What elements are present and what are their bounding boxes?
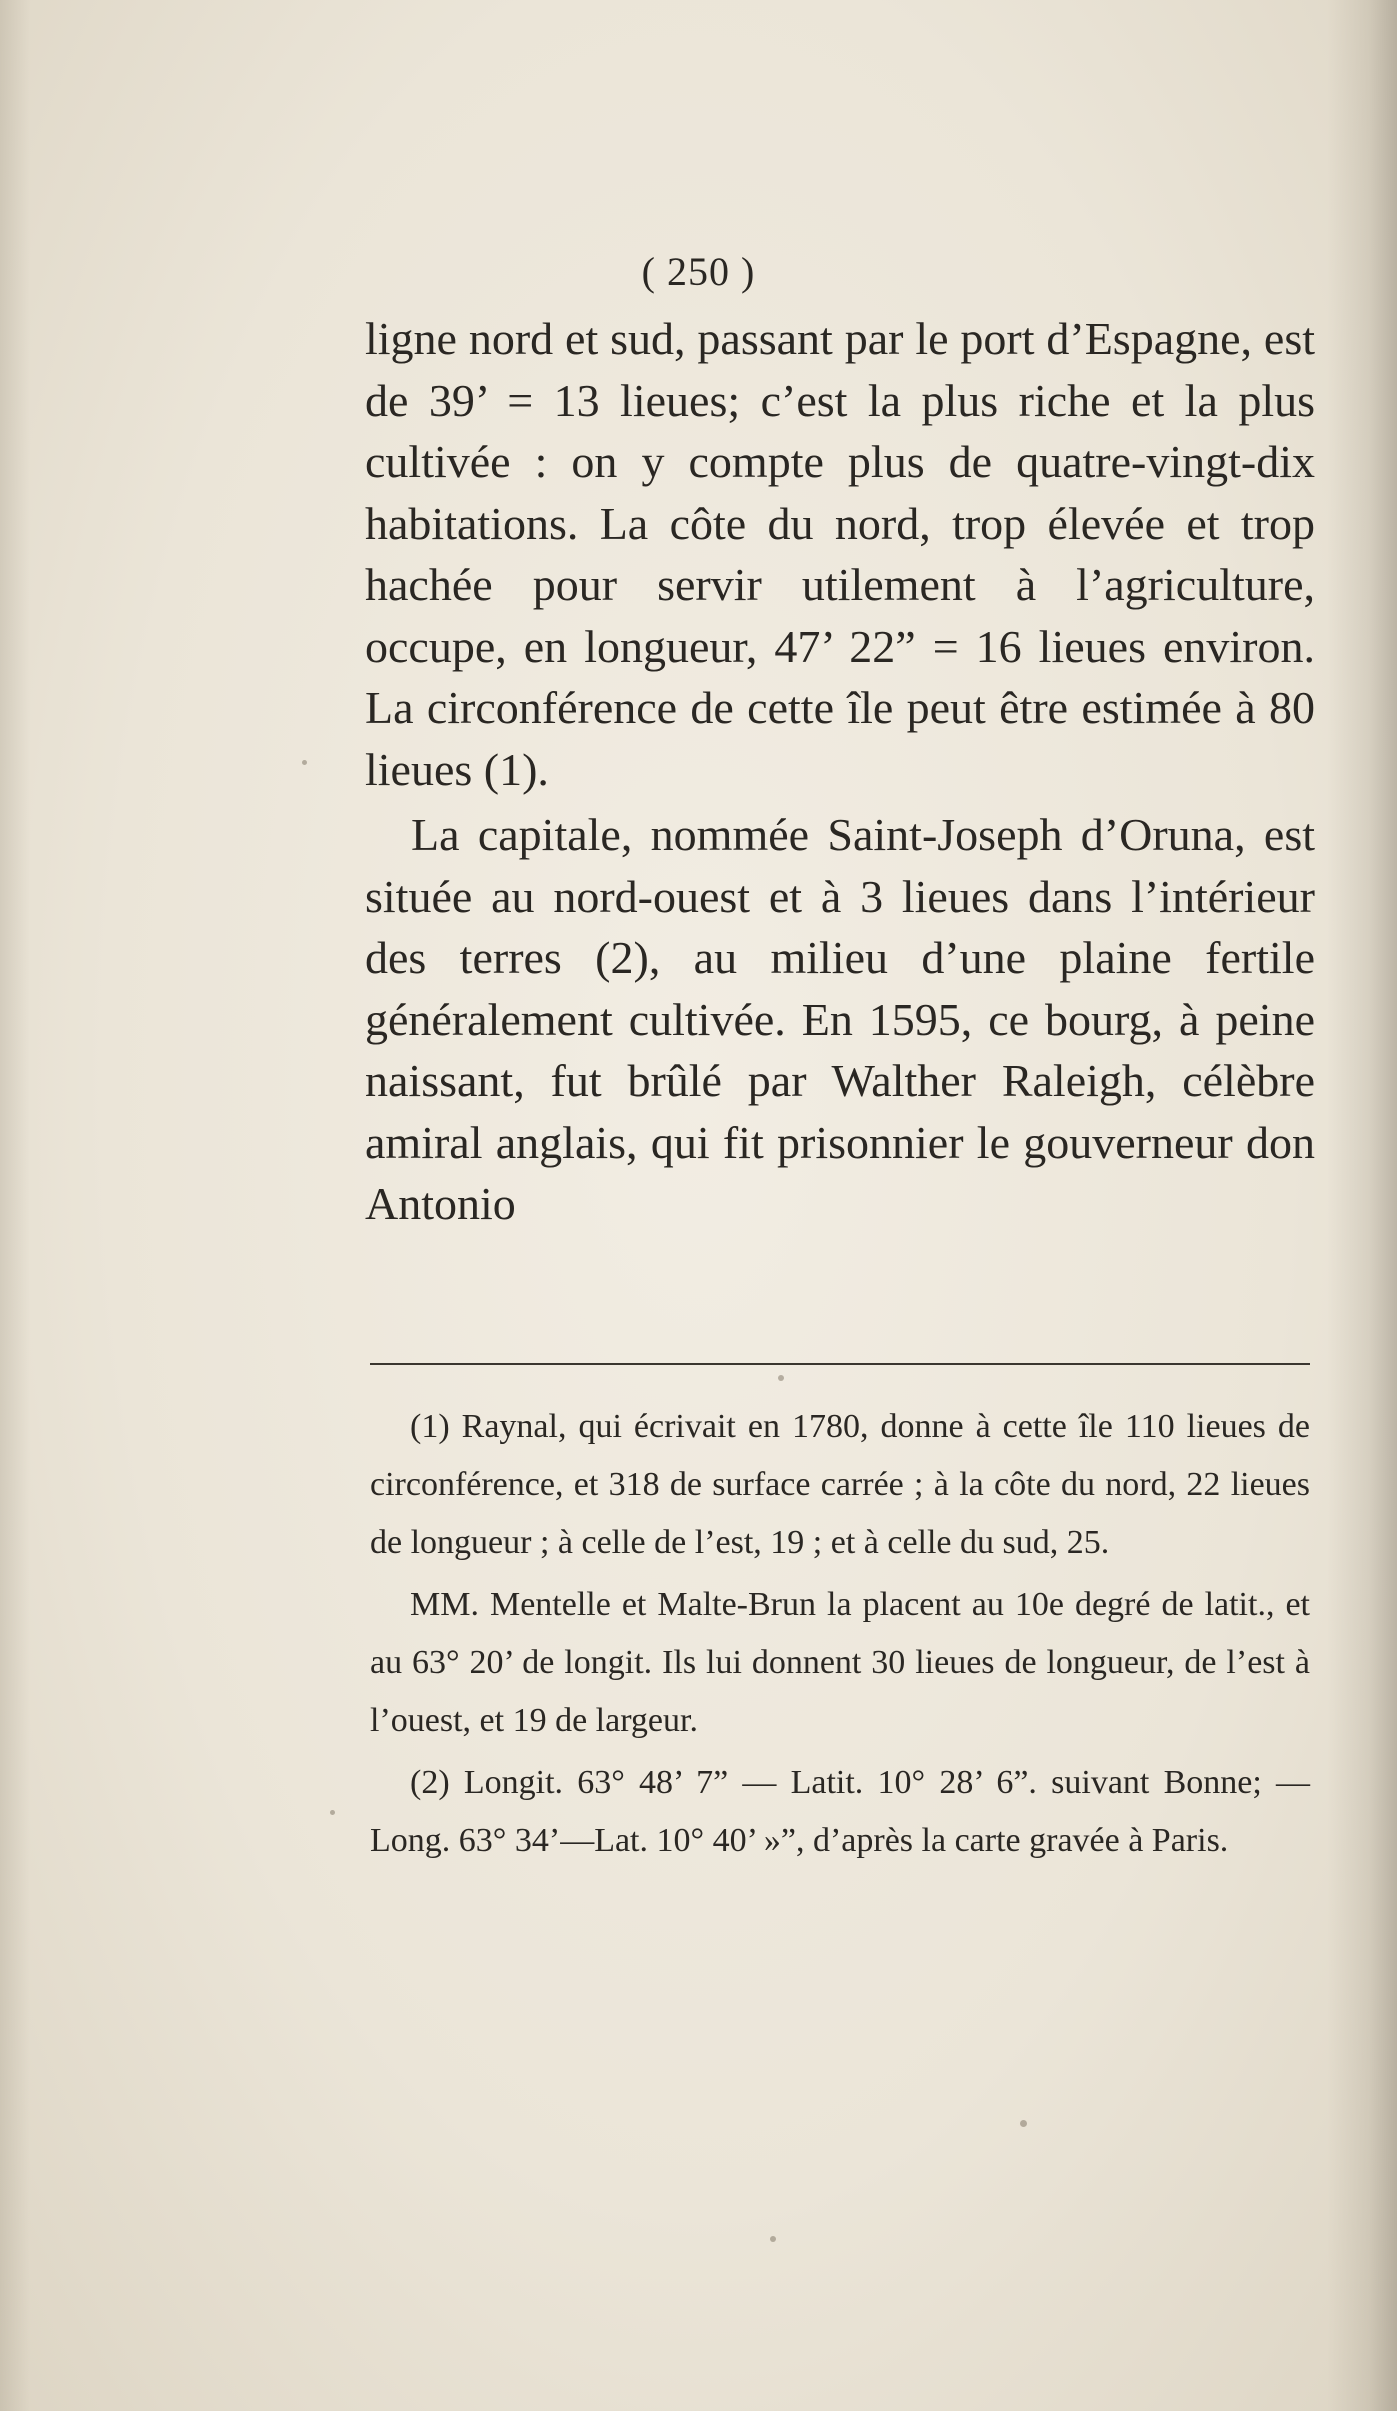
footnotes <box>370 1398 1310 1870</box>
page-number: ( 250 ) <box>641 249 756 294</box>
paper-speck <box>1020 2120 1027 2127</box>
page-left-edge <box>0 0 30 2411</box>
paragraph: ligne nord et sud, passant par le port d’Espagne, est de 39’ = 13 lieues; c’est la plus riche et la plus cultivée : on y compte plus de quatre-vingt-dix habitations. La côte du nord, trop élevée et trop hachée pour servir utilement à l’agriculture, occupe, en longueur, 47’ 22” = 16 lieues environ. La circonférence de cette île peut être estimée à 80 lieues (1). <box>365 313 1315 795</box>
footnote: (1) Raynal, qui écrivait en 1780, donne à cette île 110 lieues de circonférence, et 318 de surface carrée ; à la côte du nord, 22 lieues de longueur ; à celle de l’est, 19 ; et à celle du sud, 25. <box>370 1408 1310 1561</box>
paper-speck <box>770 2236 776 2242</box>
footnote-separator <box>370 1363 1310 1365</box>
paper-speck <box>778 1375 784 1381</box>
footnote: MM. Mentelle et Malte-Brun la placent au 10e degré de latit., et au 63° 20’ de longit. Ils lui donnent 30 lieues de longueur, de l’est à l’ouest, et 19 de largeur. <box>370 1586 1310 1739</box>
paragraph: La capitale, nommée Saint-Joseph d’Oruna, est située au nord-ouest et à 3 lieues dans l’intérieur des terres (2), au milieu d’une plaine fertile généralement cultivée. En 1595, ce bourg, à peine naissant, fut brûlé par Walther Raleigh, célèbre amiral anglais, qui fit prisonnier le gouverneur don Antonio <box>365 809 1315 1229</box>
paper-speck <box>330 1810 335 1815</box>
paper-speck <box>302 760 307 765</box>
main-text <box>365 308 1315 1235</box>
page-spine-shadow <box>1327 0 1397 2411</box>
footnote: (2) Longit. 63° 48’ 7” — Latit. 10° 28’ 6”. suivant Bonne; —Long. 63° 34’—Lat. 10° 40’ »”, d’après la carte gravée à Paris. <box>370 1764 1310 1859</box>
